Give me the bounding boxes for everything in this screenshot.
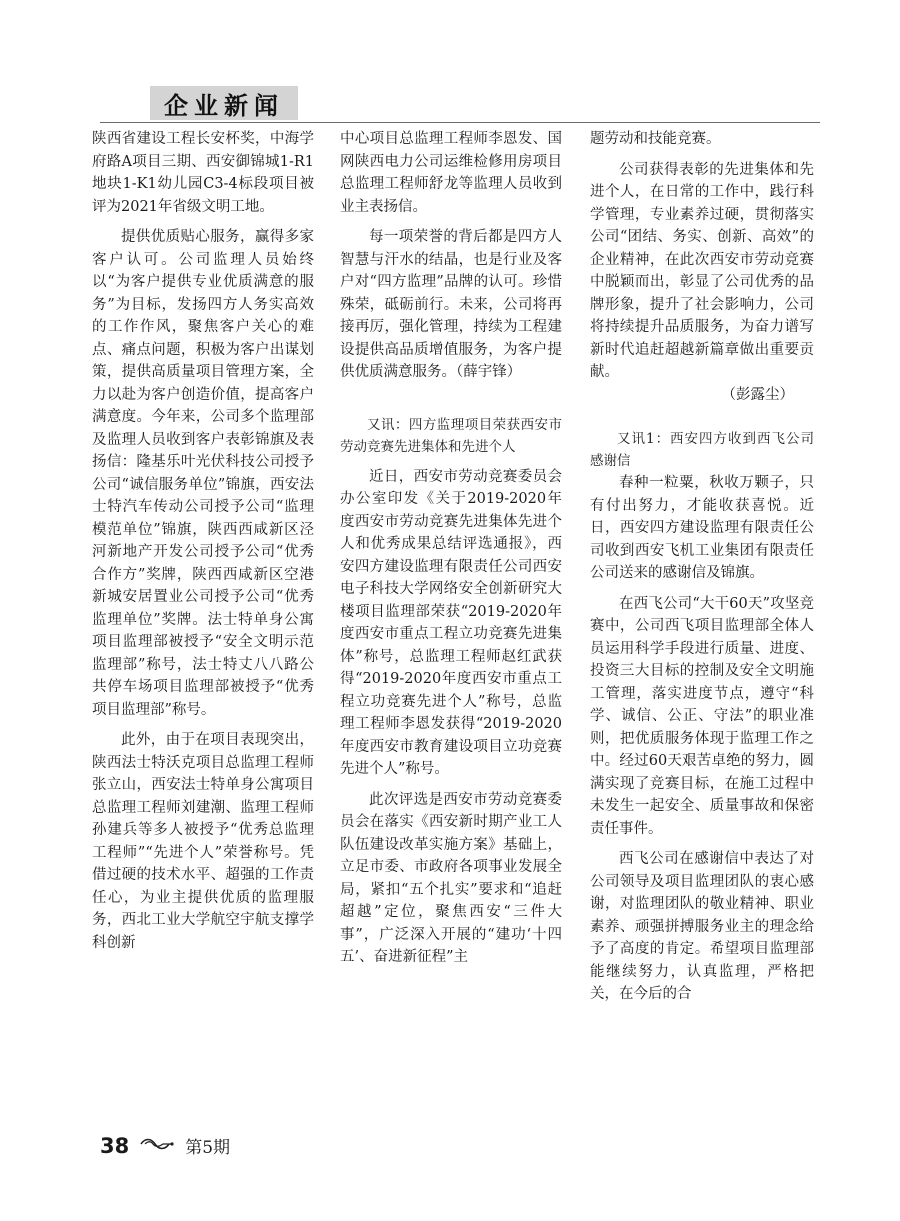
paragraph: 中心项目总监理工程师李恩发、国网陕西电力公司运维检修用房项目总监理工程师舒龙等监理人员收到业主表扬信。 — [340, 131, 562, 215]
header-divider — [100, 122, 820, 123]
column-1 — [92, 128, 314, 954]
paragraph: 西飞公司在感谢信中表达了对公司领导及项目监理团队的衷心感谢，对监理团队的敬业精神、职业素养、顽强拼搏服务业主的理念给予了高度的肯定。希望项目监理部能继续努力，认真监理，严格把关，在今后的合 — [590, 851, 814, 1002]
page-number: 38 — [100, 1133, 130, 1158]
paragraph: 在西飞公司“大干60天”攻坚竞赛中，公司西飞项目监理部全体人员运用科学手段进行质量、进度、投资三大目标的控制及安全文明施工管理，落实进度节点，遵守“科学、诚信、公正、守法”的职业准则，把优质服务体现于监理工作之中。经过60天艰苦卓绝的努力，圆满实现了竞赛目标，在施工过程中未发生一起安全、质量事故和保密责任事件。 — [590, 595, 814, 837]
paragraph: 此次评选是西安市劳动竞赛委员会在落实《西安新时期产业工人队伍建设改革实施方案》基础上，立足市委、市政府各项事业发展全局，紧扣“五个扎实”要求和“追赶超越”定位，聚焦西安“三件大事”，广泛深入开展的“建功‘十四五’、奋进新征程”主 — [340, 791, 562, 965]
news-subheading: 又讯1：西安四方收到西飞公司感谢信 — [590, 431, 814, 469]
paragraph: 题劳动和技能竞赛。 — [590, 131, 721, 147]
paragraph: 近日，西安市劳动竞赛委员会办公室印发《关于2019-2020年度西安市劳动竞赛先进集体先进个人和优秀成果总结评选通报》，西安四方建设监理有限责任公司西安电子科技大学网络安全创新研究大楼项目监理部荣获“2019-2020年度西安市重点工程立功竞赛先进集体”称号，总监理工程师赵红武获得“2019-2020年度西安市重点工程立功竞赛先进个人”称号，总监理工程师李恩发获得“2019-2020年度西安市教育建设项目立功竞赛先进个人”称号。 — [340, 468, 562, 777]
news-subheading: 又讯：四方监理项目荣获西安市劳动竞赛先进集体和先进个人 — [340, 416, 562, 455]
section-header — [150, 86, 298, 120]
paragraph: 此外，由于在项目表现突出，陕西法士特沃克项目总监理工程师张立山，西安法士特单身公寓项目总监理工程师刘建潮、监理工程师孙建兵等多人被授予“优秀总监理工程师”“先进个人”荣誉称号。凭借过硬的技术水平、超强的工作责任心，为业主提供优质的监理服务，西北工业大学航空宇航支撑学科创新 — [92, 732, 314, 951]
paragraph: 提供优质贴心服务，赢得多家客户认可。公司监理人员始终以“为客户提供专业优质满意的服务”为目标，发扬四方人务实高效的工作作风，聚焦客户关心的难点、痛点问题，积极为客户出谋划策，提供高质量项目管理方案，全力以赴为客户创造价值，提高客户满意度。今年来，公司多个监理部及监理人员收到客户表彰锦旗及表扬信：隆基乐叶光伏科技公司授予公司“诚信服务单位”锦旗，西安法士特汽车传动公司授予公司“监理模范单位”锦旗，陕西西咸新区泾河新地产开发公司授予公司“优秀合作方”奖牌，陕西西咸新区空港新城安居置业公司授予公司“优秀监理单位”奖牌。法士特单身公寓项目监理部被授予“安全文明示范监理部”称号，法士特丈八八路公共停车场项目监理部被授予“优秀项目监理部”称号。 — [92, 229, 314, 718]
section-title: 企业新闻 — [164, 91, 284, 120]
issue-number: 第5期 — [185, 1138, 231, 1158]
author-signature: （彭露尘） — [721, 386, 794, 403]
column-2 — [340, 128, 562, 969]
paragraph: 春种一粒粟，秋收万颗子，只有付出努力，才能收获喜悦。近日，西安四方建设监理有限责任公司收到西安飞机工业集团有限责任公司送来的感谢信及锦旗。 — [590, 475, 814, 581]
ornament-icon — [139, 1136, 175, 1156]
paragraph: 每一项荣誉的背后都是四方人智慧与汗水的结晶，也是行业及客户对“四方监理”品牌的认可。珍惜殊荣，砥砺前行。未来，公司将再接再厉，强化管理，持续为工程建设提供高品质增值服务，为客户提供优质满意服务。（薛宇锋） — [340, 229, 562, 380]
page-footer — [100, 1133, 230, 1158]
paragraph: 公司获得表彰的先进集体和先进个人，在日常的工作中，践行科学管理，专业素养过硬，贯彻落实公司“团结、务实、创新、高效”的企业精神，在此次西安市劳动竞赛中脱颖而出，彰显了公司优秀的品牌形象，提升了社会影响力，公司将持续提升品质服务，为奋力谱写新时代追赶超越新篇章做出重要贡献。 — [590, 161, 814, 380]
paragraph: 陕西省建设工程长安杯奖，中海学府路A项目三期、西安御锦城1-R1地块1-K1幼儿园C3-4标段项目被评为2021年省级文明工地。 — [92, 131, 314, 215]
column-3 — [590, 128, 814, 1006]
